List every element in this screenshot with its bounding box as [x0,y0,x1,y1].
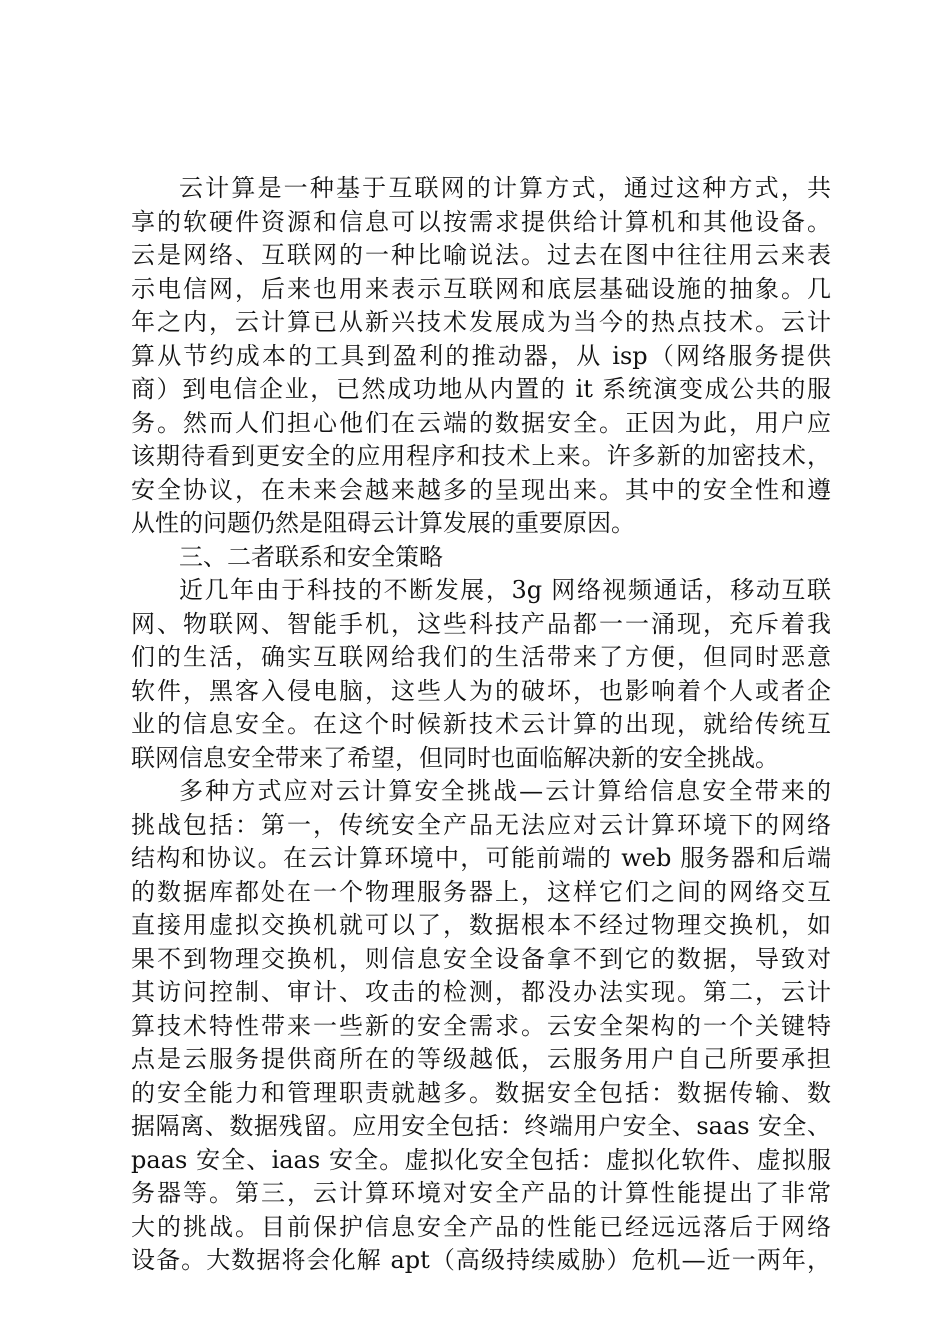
paragraph-line: 大的挑战。目前保护信息安全产品的性能已经远远落后于网络 [131,1212,831,1241]
paragraph-line: 们的生活，确实互联网给我们的生活带来了方便，但同时恶意 [131,643,831,671]
document-body [131,172,831,1278]
paragraph-line: 据隔离、数据残留。应用安全包括：终端用户安全、saas 安全、 [131,1112,831,1140]
paragraph-line: 的数据库都处在一个物理服务器上，这样它们之间的网络交互 [131,877,831,906]
paragraph-line: 年之内，云计算已从新兴技术发展成为当今的热点技术。云计 [131,308,831,336]
paragraph-line: 果不到物理交换机，则信息安全设备拿不到它的数据，导致对 [131,944,831,973]
paragraph-line: 点是云服务提供商所在的等级越低，云服务用户自己所要承担 [131,1045,831,1073]
paragraph-line: 近几年由于科技的不断发展，3g 网络视频通话，移动互联 [179,576,831,604]
paragraph-line: 的安全能力和管理职责就越多。数据安全包括：数据传输、数 [131,1078,831,1107]
paragraph-line: 商）到电信企业，已然成功地从内置的 it 系统演变成公共的服 [131,375,831,403]
paragraph-line: 云是网络、互联网的一种比喻说法。过去在图中往往用云来表 [131,241,831,269]
paragraph-line: 挑战包括：第一，传统安全产品无法应对云计算环境下的网络 [131,810,831,839]
paragraph-line: 直接用虚拟交换机就可以了，数据根本不经过物理交换机，如 [131,911,831,939]
paragraph-line: 业的信息安全。在这个时候新技术云计算的出现，就给传统互 [131,710,831,738]
paragraph-line: 多种方式应对云计算安全挑战—云计算给信息安全带来的 [179,777,831,805]
paragraph-line: 设备。大数据将会化解 apt（高级持续威胁）危机—近一两年， [131,1246,831,1274]
paragraph-line: 该期待看到更安全的应用程序和技术上来。许多新的加密技术， [131,442,831,470]
paragraph-line: 算从节约成本的工具到盈利的推动器，从 isp（网络服务提供 [131,341,831,370]
paragraph-line: 云计算是一种基于互联网的计算方式，通过这种方式，共 [179,174,831,202]
paragraph-line: 结构和协议。在云计算环境中，可能前端的 web 服务器和后端 [131,844,831,872]
paragraph-line: paas 安全、iaas 安全。虚拟化安全包括：虚拟化软件、虚拟服 [131,1145,831,1174]
paragraph-line: 务。然而人们担心他们在云端的数据安全。正因为此，用户应 [131,408,831,437]
paragraph-line: 安全协议，在未来会越来越多的呈现出来。其中的安全性和遵 [131,475,831,504]
paragraph-line: 从性的问题仍然是阻碍云计算发展的重要原因。 [131,509,635,537]
paragraph-line: 算技术特性带来一些新的安全需求。云安全架构的一个关键特 [131,1011,831,1040]
paragraph-line: 网、物联网、智能手机，这些科技产品都一一涌现，充斥着我 [131,609,831,638]
paragraph-line: 示电信网，后来也用来表示互联网和底层基础设施的抽象。几 [131,274,831,303]
paragraph-line: 享的软硬件资源和信息可以按需求提供给计算机和其他设备。 [131,207,831,236]
section-heading: 三、二者联系和安全策略 [179,542,443,571]
paragraph-line: 联网信息安全带来了希望，但同时也面临解决新的安全挑战。 [131,743,779,772]
paragraph-line: 软件，黑客入侵电脑，这些人为的破坏，也影响着个人或者企 [131,676,831,705]
paragraph-line: 务器等。第三，云计算环境对安全产品的计算性能提出了非常 [131,1179,831,1207]
paragraph-line: 其访问控制、审计、攻击的检测，都没办法实现。第二，云计 [131,978,831,1006]
